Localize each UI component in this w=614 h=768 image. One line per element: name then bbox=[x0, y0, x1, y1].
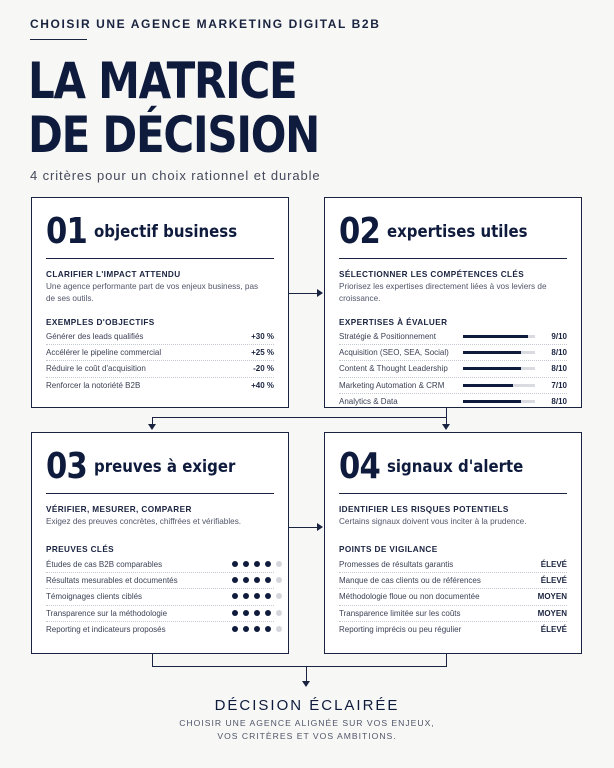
item-label: Reporting et indicateurs proposés bbox=[46, 625, 166, 635]
rating-dot-filled bbox=[254, 561, 260, 567]
list-title: PREUVES CLÉS bbox=[46, 545, 115, 554]
list-item bbox=[46, 361, 274, 377]
card-heading: preuves à exiger bbox=[94, 457, 236, 477]
card-header bbox=[339, 212, 547, 252]
item-label: Renforcer la notoriété B2B bbox=[46, 381, 141, 391]
rating-dots bbox=[232, 577, 282, 583]
card-heading: signaux d'alerte bbox=[387, 457, 524, 477]
rating-dot-empty bbox=[276, 610, 282, 616]
conclusion-title: DÉCISION ÉCLAIRÉE bbox=[214, 697, 400, 714]
list-item bbox=[339, 394, 567, 410]
card-header bbox=[46, 212, 257, 252]
item-label: Reporting imprécis ou peu régulier bbox=[339, 625, 462, 635]
card-heading: expertises utiles bbox=[387, 222, 528, 242]
card-divider bbox=[339, 493, 567, 494]
list-item bbox=[46, 329, 274, 345]
list-item bbox=[46, 606, 274, 622]
level-bar-fill bbox=[463, 351, 521, 354]
card-header bbox=[46, 447, 255, 487]
eyebrow-title: CHOISIR UNE AGENCE MARKETING DIGITAL B2B bbox=[30, 17, 381, 31]
section-title: CLARIFIER L'IMPACT ATTENDU bbox=[46, 270, 181, 279]
rating-dot-filled bbox=[243, 593, 249, 599]
card-number: 02 bbox=[339, 211, 380, 252]
level-bar-fill bbox=[463, 384, 513, 387]
risk-level: MOYEN bbox=[537, 592, 567, 602]
item-label: Promesses de résultats garantis bbox=[339, 560, 454, 570]
objectives-list bbox=[46, 329, 274, 394]
list-item bbox=[339, 606, 567, 622]
rating-dot-filled bbox=[232, 577, 238, 583]
rating-dot-filled bbox=[232, 561, 238, 567]
risk-level: ÉLEVÉ bbox=[540, 560, 567, 570]
proofs-list bbox=[46, 557, 274, 638]
level-bar bbox=[463, 335, 535, 338]
level-bar-fill bbox=[463, 367, 521, 370]
rating-dot-filled bbox=[232, 593, 238, 599]
list-item bbox=[339, 557, 567, 573]
card-header bbox=[339, 447, 542, 487]
rating-dot-filled bbox=[254, 610, 260, 616]
eyebrow-divider bbox=[30, 39, 87, 40]
rating-dot-filled bbox=[265, 561, 271, 567]
item-label: Acquisition (SEO, SEA, Social) bbox=[339, 348, 449, 358]
card-divider bbox=[339, 258, 567, 259]
list-item bbox=[46, 557, 274, 573]
level-bar-fill bbox=[463, 335, 528, 338]
conclusion-line-1: CHOISIR UNE AGENCE ALIGNÉE SUR VOS ENJEUX, bbox=[179, 718, 435, 728]
section-text: Certains signaux doivent vous inciter à la prudence. bbox=[339, 517, 527, 526]
arrow-right-icon bbox=[317, 523, 323, 531]
rating-dot-filled bbox=[243, 626, 249, 632]
item-value: 8/10 bbox=[551, 348, 567, 358]
card-number: 01 bbox=[46, 211, 87, 252]
item-label: Manque de cas clients ou de références bbox=[339, 576, 481, 586]
list-item bbox=[339, 622, 567, 638]
rating-dots bbox=[232, 561, 282, 567]
arrow-right-icon bbox=[317, 289, 323, 297]
rating-dot-empty bbox=[276, 577, 282, 583]
rating-dot-filled bbox=[265, 577, 271, 583]
rating-dots bbox=[232, 626, 282, 632]
list-item bbox=[339, 361, 567, 377]
level-bar bbox=[463, 367, 535, 370]
item-value: +40 % bbox=[251, 381, 274, 391]
card-objectif-business bbox=[31, 197, 289, 408]
connector-1-to-2 bbox=[289, 293, 318, 294]
item-value: +30 % bbox=[251, 332, 274, 342]
item-label: Stratégie & Positionnement bbox=[339, 332, 436, 342]
item-value: +25 % bbox=[251, 348, 274, 358]
item-label: Accélérer le pipeline commercial bbox=[46, 348, 162, 358]
rating-dot-empty bbox=[276, 626, 282, 632]
rating-dot-empty bbox=[276, 593, 282, 599]
item-label: Content & Thought Leadership bbox=[339, 364, 448, 374]
page-title bbox=[28, 54, 319, 162]
list-item bbox=[339, 589, 567, 605]
section-text: Priorisez les expertises directement liées à vos leviers de croissance. bbox=[339, 282, 547, 303]
item-label: Marketing Automation & CRM bbox=[339, 380, 445, 390]
list-item bbox=[339, 329, 567, 345]
rating-dots bbox=[232, 610, 282, 616]
item-label: Transparence limitée sur les coûts bbox=[339, 608, 461, 618]
risk-level: ÉLEVÉ bbox=[540, 625, 567, 635]
rating-dot-filled bbox=[254, 577, 260, 583]
item-label: Témoignages clients ciblés bbox=[46, 592, 143, 602]
rating-dot-filled bbox=[265, 626, 271, 632]
connector-branch-horizontal bbox=[152, 417, 447, 418]
arrow-down-icon bbox=[442, 424, 450, 430]
connector-merge-horizontal bbox=[152, 666, 447, 667]
item-value: 8/10 bbox=[551, 364, 567, 374]
item-label: Réduire le coût d'acquisition bbox=[46, 364, 146, 374]
rating-dot-filled bbox=[243, 561, 249, 567]
list-item bbox=[46, 573, 274, 589]
list-item bbox=[46, 345, 274, 361]
rating-dots bbox=[232, 593, 282, 599]
level-bar bbox=[463, 400, 535, 403]
card-divider bbox=[46, 258, 274, 259]
page-title-line-2: DE DÉCISION bbox=[28, 106, 320, 164]
rating-dot-filled bbox=[232, 610, 238, 616]
item-value: 9/10 bbox=[551, 332, 567, 342]
rating-dot-filled bbox=[254, 626, 260, 632]
connector-3-to-4 bbox=[289, 527, 318, 528]
list-item bbox=[46, 378, 274, 394]
arrow-down-icon bbox=[302, 681, 310, 687]
rating-dot-filled bbox=[265, 593, 271, 599]
risk-level: MOYEN bbox=[537, 608, 567, 618]
list-title: EXPERTISES À ÉVALUER bbox=[339, 318, 448, 327]
connector-to-conclusion bbox=[306, 666, 307, 682]
section-title: IDENTIFIER LES RISQUES POTENTIELS bbox=[339, 505, 509, 514]
section-text: Exigez des preuves concrètes, chiffrées et vérifiables. bbox=[46, 517, 242, 526]
list-title: POINTS DE VIGILANCE bbox=[339, 545, 438, 554]
card-signaux-d-alerte bbox=[324, 432, 582, 654]
rating-dot-filled bbox=[243, 610, 249, 616]
item-value: -20 % bbox=[253, 364, 274, 374]
card-divider bbox=[46, 493, 274, 494]
card-heading: objectif business bbox=[94, 222, 238, 242]
section-text: Une agence performante part de vos enjeux business, pas de ses outils. bbox=[46, 282, 259, 303]
risk-level: ÉLEVÉ bbox=[540, 576, 567, 586]
level-bar bbox=[463, 384, 535, 387]
list-item bbox=[339, 345, 567, 361]
card-preuves-a-exiger bbox=[31, 432, 289, 654]
level-bar bbox=[463, 351, 535, 354]
page-subtitle: 4 critères pour un choix rationnel et durable bbox=[30, 168, 321, 183]
item-label: Méthodologie floue ou non documentée bbox=[339, 592, 480, 602]
expertise-list bbox=[339, 329, 567, 410]
item-label: Générer des leads qualifiés bbox=[46, 332, 144, 342]
card-number: 04 bbox=[339, 446, 380, 487]
section-title: VÉRIFIER, MESURER, COMPARER bbox=[46, 505, 192, 514]
item-label: Études de cas B2B comparables bbox=[46, 560, 163, 570]
level-bar-fill bbox=[463, 400, 521, 403]
list-item bbox=[339, 573, 567, 589]
list-item bbox=[339, 378, 567, 394]
card-number: 03 bbox=[46, 446, 87, 487]
conclusion-line-2: VOS CRITÈRES ET VOS AMBITIONS. bbox=[217, 731, 397, 741]
warnings-list bbox=[339, 557, 567, 638]
list-item bbox=[46, 622, 274, 638]
item-value: 7/10 bbox=[551, 380, 567, 390]
section-title: SÉLECTIONNER LES COMPÉTENCES CLÉS bbox=[339, 270, 525, 279]
list-item bbox=[46, 589, 274, 605]
conclusion-subtitle bbox=[0, 717, 614, 743]
rating-dot-filled bbox=[265, 610, 271, 616]
list-title: EXEMPLES D'OBJECTIFS bbox=[46, 318, 155, 327]
item-label: Résultats mesurables et documentés bbox=[46, 576, 178, 586]
item-label: Transparence sur la méthodologie bbox=[46, 608, 168, 618]
item-value: 8/10 bbox=[551, 397, 567, 407]
rating-dot-filled bbox=[243, 577, 249, 583]
arrow-down-icon bbox=[148, 424, 156, 430]
card-expertises-utiles bbox=[324, 197, 582, 408]
rating-dot-empty bbox=[276, 561, 282, 567]
rating-dot-filled bbox=[254, 593, 260, 599]
page-title-line-1: LA MATRICE bbox=[28, 52, 297, 110]
item-label: Analytics & Data bbox=[339, 397, 398, 407]
rating-dot-filled bbox=[232, 626, 238, 632]
